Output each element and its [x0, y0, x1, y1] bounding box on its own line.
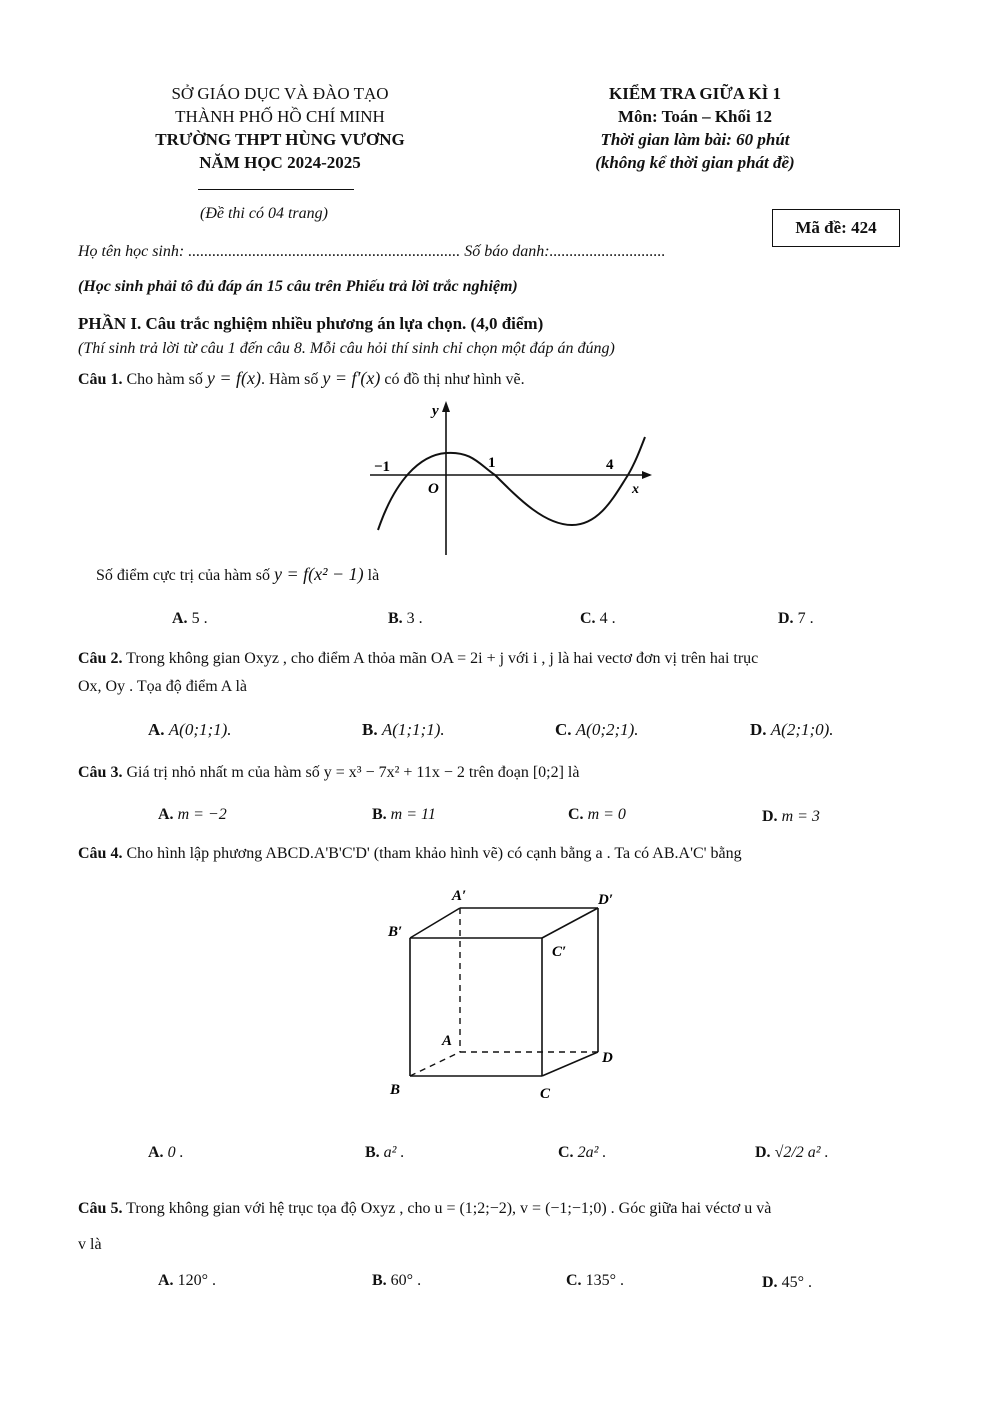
choice-text: a² . [383, 1144, 405, 1161]
choice-letter: C. [555, 720, 572, 739]
x-axis-arrow [642, 471, 652, 479]
question-1 [78, 368, 525, 389]
choice-text: 135° . [585, 1272, 624, 1289]
choice-text: m = 11 [390, 806, 436, 823]
edge-b-a-hidden [410, 1052, 460, 1076]
edge-c-d [542, 1052, 598, 1076]
choice-letter: A. [148, 720, 165, 739]
question-4 [78, 845, 918, 863]
choice-text: 120° . [177, 1272, 216, 1289]
exam-time: Thời gian làm bài: 60 phút [600, 130, 790, 149]
choice-text: A(1;1;1). [381, 720, 445, 739]
choice-b[interactable] [365, 1144, 404, 1162]
student-info-line: Họ tên học sinh: .................................................................... Số báo danh:............................. [78, 243, 666, 260]
question-text: Giá trị nhỏ nhất m của hàm số y = x³ − 7x² + 11x − 2 trên đoạn [0;2] là [126, 764, 580, 781]
choice-letter: D. [762, 1274, 778, 1291]
choice-text: 4 . [599, 610, 616, 627]
choice-d[interactable] [762, 808, 820, 826]
choice-letter: C. [580, 610, 596, 627]
header-divider [198, 189, 354, 190]
question-5 [78, 1200, 918, 1218]
part1-note: (Thí sinh trả lời từ câu 1 đến câu 8. Mỗi câu hỏi thí sinh chỉ chọn một đáp án đúng) [78, 340, 615, 357]
school-year: NĂM HỌC 2024-2025 [199, 153, 361, 172]
question-label: Câu 5. [78, 1200, 123, 1217]
vertex-label-b: B [390, 1082, 401, 1098]
question-text: Cho hàm số [126, 371, 203, 388]
question-text: là [367, 567, 380, 584]
vertex-label-a: A [442, 1033, 453, 1049]
choice-letter: D. [778, 610, 794, 627]
choice-d[interactable] [762, 1274, 812, 1292]
exam-subject: Môn: Toán – Khối 12 [618, 107, 772, 126]
choice-b[interactable] [372, 1272, 421, 1290]
city-name: THÀNH PHỐ HỒ CHÍ MINH [175, 107, 385, 126]
math-expression: y = f(x) [206, 368, 262, 388]
choice-text: m = 0 [587, 806, 626, 823]
choice-letter: A. [158, 806, 174, 823]
choice-a[interactable] [172, 610, 208, 628]
exam-code-box: Mã đề: 424 [772, 209, 900, 247]
choice-letter: D. [762, 808, 778, 825]
cube-figure [380, 880, 640, 1105]
choice-text: m = 3 [781, 808, 820, 825]
department-name: SỞ GIÁO DỤC VÀ ĐÀO TẠO [171, 84, 389, 103]
choice-text: 45° . [781, 1274, 812, 1291]
choice-letter: C. [566, 1272, 582, 1289]
tick-label-4: 4 [606, 457, 614, 473]
tick-label-1: 1 [488, 455, 496, 471]
choice-d[interactable] [778, 610, 814, 628]
question-label: Câu 4. [78, 845, 123, 862]
choice-d[interactable] [755, 1144, 829, 1162]
question-2-line2: Ox, Oy . Tọa độ điểm A là [78, 678, 248, 695]
question-text: Số điểm cực trị của hàm số [96, 567, 270, 584]
question-label: Câu 2. [78, 650, 123, 667]
derivative-graph [360, 395, 660, 560]
choice-letter: C. [558, 1144, 574, 1161]
choice-c[interactable] [568, 806, 626, 824]
vertex-label-d1: D′ [598, 892, 614, 908]
math-expression: y = f′(x) [322, 368, 381, 388]
choice-letter: B. [388, 610, 403, 627]
question-1-sub [96, 564, 379, 585]
vertex-label-c: C [540, 1086, 551, 1102]
choice-letter: A. [158, 1272, 174, 1289]
choice-text: 7 . [797, 610, 814, 627]
choice-text: m = −2 [177, 806, 227, 823]
choice-d[interactable] [750, 720, 834, 740]
choice-letter: C. [568, 806, 584, 823]
vertex-label-d: D [602, 1050, 613, 1066]
choice-text: A(0;2;1). [575, 720, 639, 739]
instruction-note: (Học sinh phải tô đủ đáp án 15 câu trên Phiếu trả lời trắc nghiệm) [78, 278, 518, 295]
exam-time-note: (không kể thời gian phát đề) [595, 153, 795, 172]
choice-a[interactable] [148, 1144, 184, 1162]
vertex-label-a1: A′ [452, 888, 467, 904]
choice-a[interactable] [148, 720, 232, 740]
question-3 [78, 764, 579, 782]
choice-text: √2/2 a² . [774, 1144, 829, 1161]
choice-text: A(0;1;1). [168, 720, 232, 739]
question-text: Cho hình lập phương ABCD.A'B'C'D' (tham khảo hình vẽ) có cạnh bằng a . Ta có AB.A'C' bằng [126, 845, 742, 862]
choice-text: A(2;1;0). [770, 720, 834, 739]
part1-title: PHẦN I. Câu trắc nghiệm nhiều phương án lựa chọn. (4,0 điểm) [78, 314, 544, 333]
origin-label: O [428, 481, 439, 497]
choice-a[interactable] [158, 806, 227, 824]
edge-c1-d1 [542, 908, 598, 938]
choice-text: 5 . [191, 610, 208, 627]
choice-c[interactable] [558, 1144, 606, 1162]
question-2 [78, 650, 918, 668]
exam-title: KIỂM TRA GIỮA KÌ 1 [609, 84, 781, 103]
derivative-curve [378, 437, 645, 530]
question-label: Câu 1. [78, 371, 123, 388]
edge-b1-a1 [410, 908, 460, 938]
choice-letter: A. [148, 1144, 164, 1161]
choice-letter: B. [372, 806, 387, 823]
question-text: . Hàm số [261, 371, 319, 388]
question-5-line2: v là [78, 1236, 102, 1253]
choice-letter: A. [172, 610, 188, 627]
choice-text: 60° . [390, 1272, 422, 1289]
question-text: có đồ thị như hình vẽ. [384, 371, 525, 388]
choice-letter: B. [372, 1272, 387, 1289]
choice-text: 0 . [167, 1144, 184, 1161]
choice-c[interactable] [555, 720, 639, 740]
choice-letter: D. [755, 1144, 771, 1161]
school-name: TRƯỜNG THPT HÙNG VƯƠNG [155, 130, 405, 149]
choice-letter: B. [365, 1144, 380, 1161]
question-label: Câu 3. [78, 764, 123, 781]
question-text: Trong không gian Oxyz , cho điểm A thỏa mãn OA = 2i + j với i , j là hai vectơ đơn vị trên hai trục [126, 650, 759, 667]
choice-b[interactable] [372, 806, 436, 824]
vertex-label-b1: B′ [388, 924, 403, 940]
choice-b[interactable] [388, 610, 423, 628]
choice-b[interactable] [362, 720, 445, 740]
exam-header [545, 82, 845, 174]
x-axis-label: x [632, 482, 639, 497]
choice-c[interactable] [566, 1272, 624, 1290]
choice-c[interactable] [580, 610, 616, 628]
y-axis-label: y [432, 403, 439, 419]
choice-text: 3 . [406, 610, 423, 627]
question-text: Trong không gian với hệ trục tọa độ Oxyz , cho u = (1;2;−2), v = (−1;−1;0) . Góc giữa hai véctơ u và [126, 1200, 772, 1217]
vertex-label-c1: C′ [552, 944, 567, 960]
choice-letter: D. [750, 720, 767, 739]
choice-text: 2a² . [577, 1144, 607, 1161]
choice-letter: B. [362, 720, 378, 739]
math-expression: y = f(x² − 1) [273, 564, 364, 584]
school-header [90, 82, 470, 174]
pages-note: (Đề thi có 04 trang) [200, 205, 328, 222]
tick-label-neg1: −1 [374, 459, 391, 475]
y-axis-arrow [442, 401, 450, 412]
choice-a[interactable] [158, 1272, 216, 1290]
